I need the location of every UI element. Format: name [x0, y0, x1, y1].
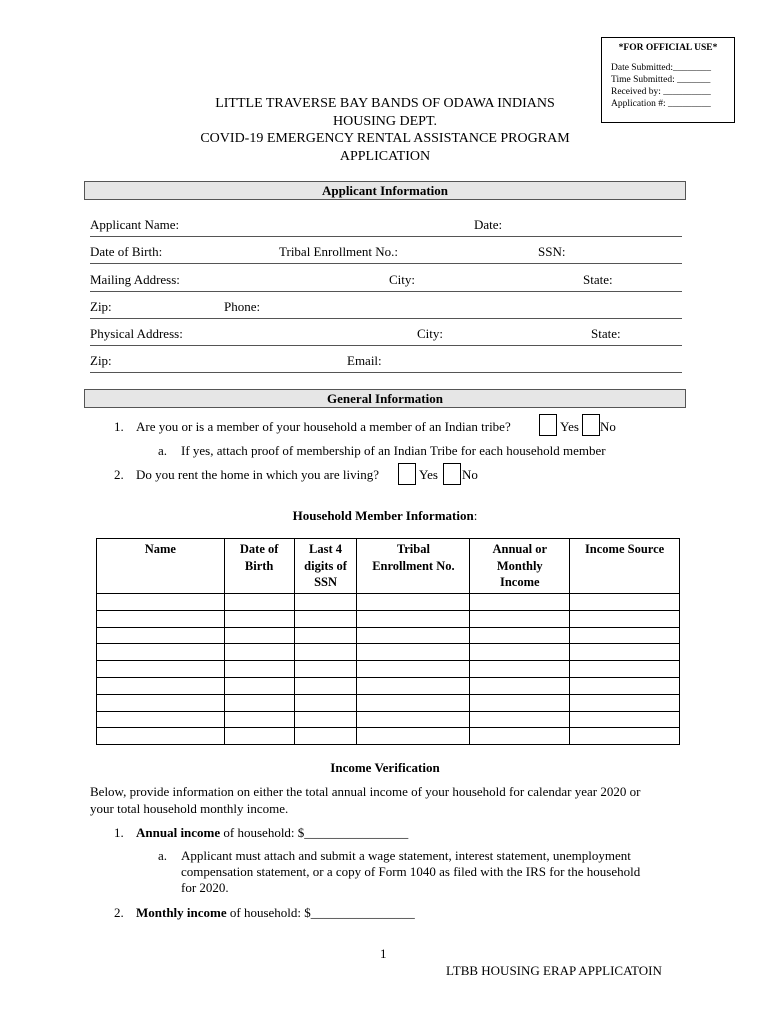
mailing-zip-label: Zip:: [90, 299, 112, 314]
annual-income-field[interactable]: [136, 825, 408, 841]
table-cell-tribal-enrollment[interactable]: [357, 677, 470, 694]
table-cell-tribal-enrollment[interactable]: [357, 594, 470, 611]
col-header-date-of-birth: [224, 539, 294, 594]
col-header-line: Income: [499, 575, 540, 589]
q2-no-label: No: [462, 467, 478, 482]
table-cell-name[interactable]: [97, 644, 225, 661]
q1a-text: If yes, attach proof of membership of an Indian Tribe for each household member: [181, 443, 606, 458]
table-cell-tribal-enrollment[interactable]: [357, 610, 470, 627]
phone-label: Phone:: [224, 299, 261, 314]
col-header-line: Tribal: [396, 542, 430, 556]
official-use-title: *FOR OFFICIAL USE*: [618, 43, 718, 53]
q1-yes-label: Yes: [560, 419, 579, 434]
table-cell-income-source[interactable]: [570, 610, 680, 627]
annual-income-note-line3: for 2020.: [181, 880, 229, 895]
annual-income-blank: of household: $________________: [220, 825, 409, 840]
col-header-line: Last 4: [309, 542, 343, 556]
col-header-line: Annual or: [492, 542, 548, 556]
org-name: LITTLE TRAVERSE BAY BANDS OF ODAWA INDIANS: [215, 96, 555, 111]
program-name: COVID-19 EMERGENCY RENTAL ASSISTANCE PROGRAM: [200, 131, 570, 146]
page-number: 1: [380, 946, 387, 961]
table-cell-tribal-enrollment[interactable]: [357, 694, 470, 711]
table-cell-income-amount[interactable]: [470, 677, 570, 694]
mailing-address-row[interactable]: [90, 271, 682, 292]
table-cell-name[interactable]: [97, 694, 225, 711]
doc-type: APPLICATION: [339, 148, 431, 164]
q2-yes-checkbox[interactable]: [398, 463, 416, 485]
col-header-line: Monthly: [496, 558, 543, 573]
table-cell-name[interactable]: [97, 610, 225, 627]
dob-label: Date of Birth:: [90, 244, 163, 259]
q1-no-label: No: [600, 419, 616, 434]
zip-email-row[interactable]: [90, 352, 682, 373]
table-cell-date-of-birth[interactable]: [224, 677, 294, 694]
physical-address-row[interactable]: [90, 325, 682, 346]
table-cell-income-source[interactable]: [570, 711, 680, 728]
table-row[interactable]: [97, 627, 680, 644]
table-cell-income-amount[interactable]: [470, 728, 570, 745]
table-cell-last4-ssn[interactable]: [294, 677, 357, 694]
mailing-city-label: City:: [389, 272, 416, 287]
monthly-income-field[interactable]: [136, 905, 415, 921]
applicant-name-row[interactable]: [90, 216, 682, 237]
table-cell-name[interactable]: [97, 677, 225, 694]
income-verification-title: Income Verification: [330, 760, 440, 775]
table-cell-name[interactable]: [97, 627, 225, 644]
table-cell-last4-ssn[interactable]: [294, 627, 357, 644]
household-body[interactable]: [97, 594, 680, 745]
table-cell-income-source[interactable]: [570, 627, 680, 644]
col-header-line: digits of: [304, 558, 347, 573]
q1-yes-checkbox[interactable]: [539, 414, 557, 436]
monthly-income-label: Monthly income: [136, 905, 227, 920]
table-row[interactable]: [97, 677, 680, 694]
q1-text: Are you or is a member of your household a member of an Indian tribe?: [136, 419, 511, 434]
date-submitted-line: Date Submitted:________: [611, 63, 712, 73]
table-cell-income-source[interactable]: [570, 694, 680, 711]
q2-no-checkbox[interactable]: [443, 463, 461, 485]
table-cell-tribal-enrollment[interactable]: [357, 644, 470, 661]
table-cell-name[interactable]: [97, 594, 225, 611]
col-header-line: Income Source: [584, 542, 665, 556]
table-cell-name[interactable]: [97, 711, 225, 728]
col-header-line: Birth: [244, 558, 274, 573]
mailing-state-label: State:: [583, 272, 613, 287]
application-number-line: Application #: _________: [611, 99, 711, 109]
table-cell-name[interactable]: [97, 728, 225, 745]
email-label: Email:: [347, 353, 382, 368]
table-cell-income-amount[interactable]: [470, 610, 570, 627]
dob-row[interactable]: [90, 243, 682, 264]
table-cell-date-of-birth[interactable]: [224, 644, 294, 661]
table-cell-income-amount[interactable]: [470, 627, 570, 644]
monthly-income-blank: of household: $________________: [226, 905, 415, 920]
table-cell-last4-ssn[interactable]: [294, 711, 357, 728]
table-cell-tribal-enrollment[interactable]: [357, 627, 470, 644]
table-cell-last4-ssn[interactable]: [294, 644, 357, 661]
annual-income-number: 1.: [114, 825, 124, 840]
col-header-line: Enrollment No.: [372, 558, 455, 573]
table-cell-date-of-birth[interactable]: [224, 610, 294, 627]
table-cell-tribal-enrollment[interactable]: [357, 728, 470, 745]
received-by-line: Received by: __________: [611, 87, 711, 97]
table-cell-income-amount[interactable]: [470, 644, 570, 661]
col-header-tribal-enrollment: [357, 539, 470, 594]
table-row[interactable]: [97, 661, 680, 678]
household-header-row: [97, 539, 680, 594]
table-cell-date-of-birth[interactable]: [224, 728, 294, 745]
col-header-income-source: [570, 539, 680, 594]
income-intro-line1: Below, provide information on either the total annual income of your household for calendar year 2020 or: [90, 784, 641, 799]
col-header-line: Date of: [239, 542, 279, 556]
q1a-number: a.: [158, 443, 168, 458]
table-row[interactable]: [97, 644, 680, 661]
table-cell-last4-ssn[interactable]: [294, 610, 357, 627]
annual-income-label: Annual income: [136, 825, 221, 840]
ssn-label: SSN:: [538, 244, 566, 259]
table-cell-date-of-birth[interactable]: [224, 594, 294, 611]
dept-name: HOUSING DEPT.: [333, 113, 437, 129]
table-cell-date-of-birth[interactable]: [224, 711, 294, 728]
q2-yes-label: Yes: [419, 467, 438, 482]
table-cell-income-source[interactable]: [570, 728, 680, 745]
monthly-income-number: 2.: [114, 905, 124, 920]
time-submitted-line: Time Submitted: _______: [611, 75, 711, 85]
table-cell-income-amount[interactable]: [470, 594, 570, 611]
q2-text: Do you rent the home in which you are living?: [136, 467, 379, 482]
table-cell-tribal-enrollment[interactable]: [357, 711, 470, 728]
table-row[interactable]: [97, 594, 680, 611]
table-cell-last4-ssn[interactable]: [294, 694, 357, 711]
col-header-line: Name: [144, 542, 176, 556]
table-cell-last4-ssn[interactable]: [294, 594, 357, 611]
table-cell-income-source[interactable]: [570, 594, 680, 611]
q2-number: 2.: [114, 467, 124, 482]
table-cell-income-amount[interactable]: [470, 711, 570, 728]
date-label: Date:: [474, 217, 503, 232]
table-cell-last4-ssn[interactable]: [294, 661, 357, 678]
table-cell-income-source[interactable]: [570, 644, 680, 661]
table-cell-date-of-birth[interactable]: [224, 661, 294, 678]
general-info-header: General Information: [84, 389, 686, 408]
household-title: Household Member Information:: [292, 508, 478, 523]
q1-number: 1.: [114, 419, 124, 434]
table-cell-date-of-birth[interactable]: [224, 627, 294, 644]
household-table: [96, 538, 680, 745]
footer-doc-name: LTBB HOUSING ERAP APPLICATOIN: [446, 963, 662, 978]
table-row[interactable]: [97, 610, 680, 627]
table-row[interactable]: [97, 728, 680, 745]
table-cell-date-of-birth[interactable]: [224, 694, 294, 711]
document-header: [150, 95, 620, 165]
annual-income-note-line1: Applicant must attach and submit a wage statement, interest statement, unemployment: [181, 848, 631, 863]
tribal-enrollment-label: Tribal Enrollment No.:: [279, 244, 399, 259]
annual-income-note-line2: compensation statement, or a copy of Form 1040 as filed with the IRS for the household: [181, 864, 641, 879]
physical-state-label: State:: [591, 326, 621, 341]
table-cell-income-source[interactable]: [570, 661, 680, 678]
table-cell-income-amount[interactable]: [470, 694, 570, 711]
table-row[interactable]: [97, 711, 680, 728]
zip-phone-row[interactable]: [90, 298, 682, 319]
annual-income-note-number: a.: [158, 848, 168, 863]
table-cell-income-source[interactable]: [570, 677, 680, 694]
q1-no-checkbox[interactable]: [582, 414, 600, 436]
income-intro-line2: your total household monthly income.: [90, 801, 289, 816]
table-cell-name[interactable]: [97, 661, 225, 678]
applicant-info-header: Applicant Information: [84, 181, 686, 200]
table-row[interactable]: [97, 694, 680, 711]
official-use-box: [601, 37, 735, 123]
col-header-income-amount: [470, 539, 570, 594]
col-header-last4-ssn: [294, 539, 357, 594]
table-cell-tribal-enrollment[interactable]: [357, 661, 470, 678]
col-header-line: SSN: [314, 575, 337, 589]
physical-city-label: City:: [417, 326, 444, 341]
col-header-name: [97, 539, 225, 594]
physical-address-label: Physical Address:: [90, 326, 183, 341]
physical-zip-label: Zip:: [90, 353, 112, 368]
table-cell-income-amount[interactable]: [470, 661, 570, 678]
mailing-address-label: Mailing Address:: [90, 272, 180, 287]
applicant-name-label: Applicant Name:: [90, 217, 180, 232]
table-cell-last4-ssn[interactable]: [294, 728, 357, 745]
